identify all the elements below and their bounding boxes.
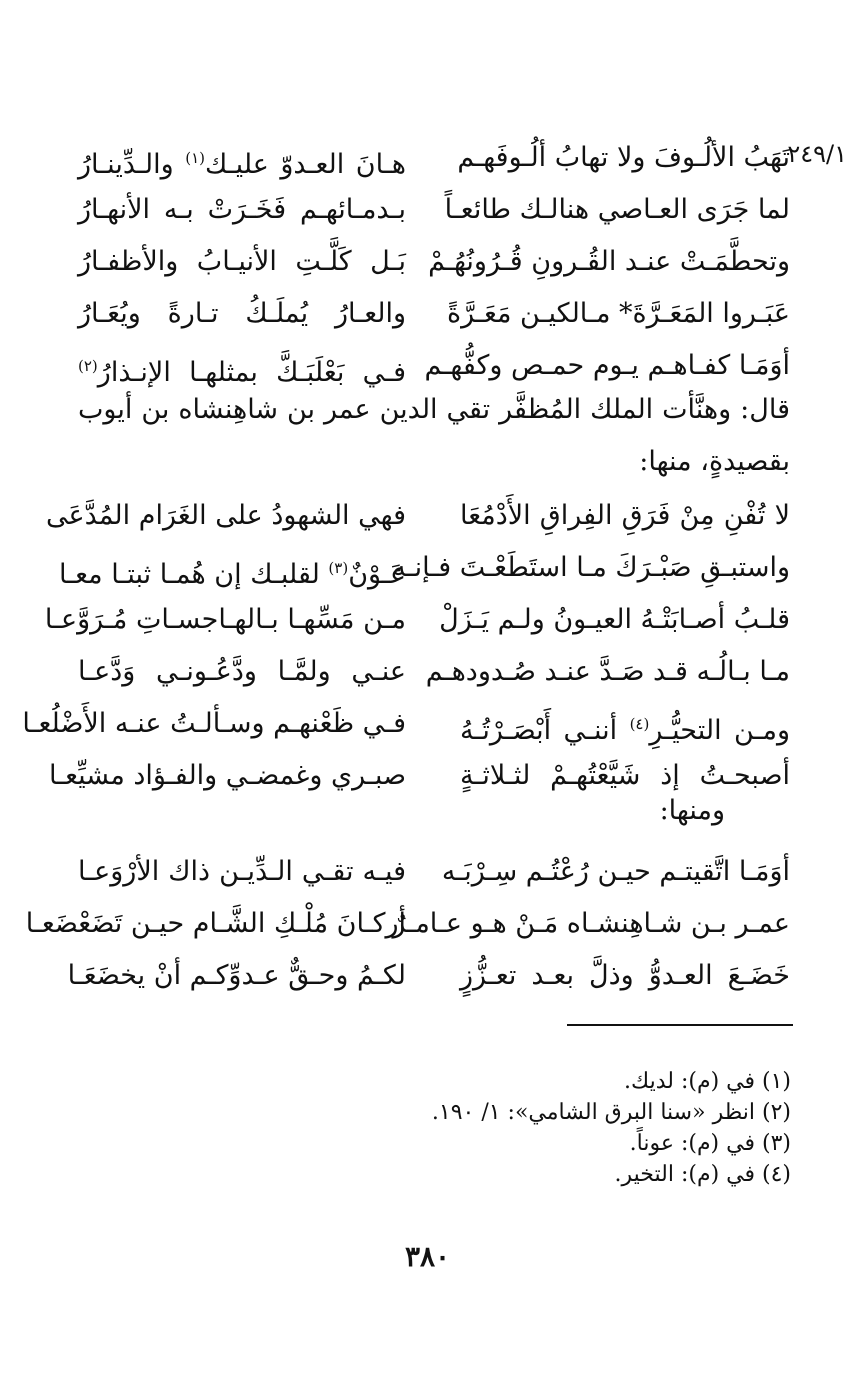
- verse-first-hemistich: لا تُفْنِ مِنْ فَرَقِ الفِراقِ الأَدْمُعَا: [460, 500, 790, 531]
- footnote-marker: (٤): [629, 715, 650, 733]
- verse-line: [25, 898, 790, 950]
- footnote: (١) في (م): لديك.: [624, 1069, 791, 1094]
- verse-first-hemistich: أوَمَـا اتَّقيتـم حيـن رُعْتُـم سِـرْبَـه: [441, 856, 790, 887]
- footnote: (٢) انظر «سنا البرق الشامي»: ١/ ١٩٠.: [431, 1100, 791, 1125]
- verse-line: [78, 132, 790, 184]
- verse-second-hemistich: صبـري وغمضـي والفـؤاد مشيِّعـا: [48, 760, 406, 791]
- verse-line: [46, 490, 790, 542]
- poem-block-3: [25, 846, 790, 1002]
- footnote-marker: (٣): [328, 559, 349, 577]
- verse-second-hemistich: عَـوْنٌ$^{(٣)}$ لقلبـك إن هُمـا ثبتـا معـا: [58, 559, 406, 590]
- verse-first-hemistich: واستبـقِ صَبْـرَكَ مـا استَطَعْـتَ فـإنـه: [392, 552, 790, 583]
- verse-line: [78, 236, 790, 288]
- verse-second-hemistich: أركـانَ مُلْـكِ الشَّـام حيـن تَضَعْضَعـا: [25, 908, 406, 939]
- verse-first-hemistich: خَضَـعَ العـدوُّ وذلَّ بعـد تعـزُّزٍ: [460, 960, 790, 991]
- verse-line: [22, 698, 790, 750]
- prose-line: قال: وهنَّأت الملك المُظفَّر تقي الدين عمر بن شاهِنشاه بن أيوب: [78, 394, 790, 425]
- verse-second-hemistich: مـن مَسِّهـا بـالهـاجسـاتِ مُـرَوَّعـا: [44, 604, 406, 635]
- verse-line: [78, 288, 790, 340]
- footnote-separator: [567, 1024, 793, 1026]
- verse-first-hemistich: ومـن التحيُّـرِ$^{(٤)}$ أننـي أَبْصَـرْتُـهُ: [460, 715, 790, 746]
- footnote: (٤) في (م): التخير.: [614, 1162, 791, 1187]
- verse-second-hemistich: فيـه تقـي الـدِّيـن ذاك الأرْوَعـا: [78, 856, 406, 887]
- verse-first-hemistich: تَهَبُ الألُـوفَ ولا تهابُ ألُـوفَهـم: [457, 142, 790, 173]
- footnote: (٣) في (م): عوناً.: [629, 1131, 791, 1156]
- verse-second-hemistich: عنـي ولمَّـا ودَّعُـونـي وَدَّعـا: [78, 656, 406, 687]
- footnote-marker: (٢): [78, 357, 98, 375]
- verse-first-hemistich: عَبَـروا المَعَـرَّةَ* مـالكيـن مَعَـرَّةً: [447, 298, 790, 329]
- verse-first-hemistich: وتحطَّمَـتْ عنـد القُـرونِ قُـرُونُهُـمْ: [428, 246, 790, 277]
- footnote-marker: (١): [185, 149, 205, 167]
- verse-first-hemistich: أصبحـتُ إذ شَيَّعْتُهـمْ لثـلاثـةٍ: [460, 760, 790, 791]
- verse-second-hemistich: بَـل كَلَّـتِ الأنيـابُ والأظفـارُ: [78, 246, 406, 277]
- verse-first-hemistich: لما جَرَى العـاصي هنالـك طائعـاً: [444, 194, 790, 225]
- verse-line: [67, 950, 790, 1002]
- verse-first-hemistich: عمـر بـن شـاهِنشـاه مَـنْ هـو عـامـرٌ: [392, 908, 790, 939]
- verse-first-hemistich: قلـبُ أصـابَتْـهُ العيـونُ ولـم يَـزَلْ: [439, 604, 790, 635]
- verse-second-hemistich: لكـمُ وحـقٌّ عـدوِّكـم أنْ يخضَعَـا: [67, 960, 406, 991]
- poem-block-2: [22, 490, 790, 802]
- sub-heading: ومنها:: [659, 795, 725, 826]
- prose-paragraph: [78, 384, 790, 488]
- verse-line: [44, 594, 790, 646]
- verse-line: [78, 646, 790, 698]
- verse-second-hemistich: فـي بَعْلَبَـكَّ بمثلهـا الإنـذارُ$^{(٢)}$: [78, 357, 406, 388]
- verse-first-hemistich: أوَمَـا كفـاهـم يـوم حمـص وكفُّهـم: [424, 350, 790, 381]
- verse-line: [78, 184, 790, 236]
- poem-block-1: [78, 132, 790, 392]
- verse-second-hemistich: فـي ظَعْنهـم وسـألـتُ عنـه الأَضْلُعـا: [22, 708, 406, 739]
- verse-second-hemistich: والعـارُ يُملَـكُ تـارةً ويُعَـارُ: [78, 298, 406, 329]
- verse-line: [78, 846, 790, 898]
- verse-first-hemistich: مـا بـالُـه قـد صَـدَّ عنـد صُـدودهـم: [425, 656, 790, 687]
- verse-second-hemistich: هـانَ العـدوّ عليـك$^{(١)}$ والـدِّينـارُ: [78, 149, 406, 180]
- verse-line: [58, 542, 790, 594]
- prose-line: بقصيدةٍ، منها:: [639, 446, 790, 477]
- footnotes: [432, 1066, 791, 1190]
- verse-second-hemistich: فهي الشهودُ على الغَرَام المُدَّعَى: [46, 500, 406, 531]
- verse-second-hemistich: بـدمـائهـم فَخَـرَتْ بـه الأنهـارُ: [78, 194, 406, 225]
- page-number: ٣٨٠: [404, 1240, 451, 1273]
- margin-reference-number: ٢٤٩/١: [787, 140, 847, 168]
